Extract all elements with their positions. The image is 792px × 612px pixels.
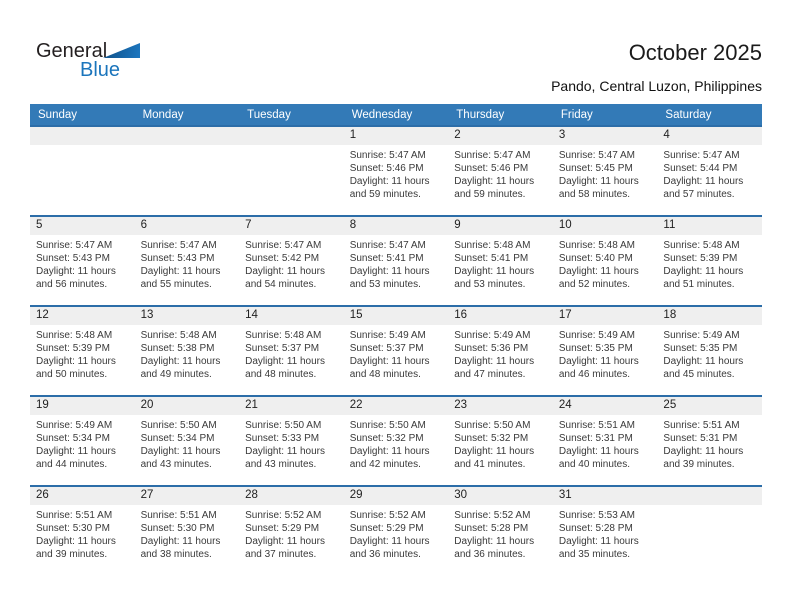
logo-triangle-icon [103, 43, 140, 58]
day-number: 4 [657, 127, 762, 145]
sunrise-text: Sunrise: 5:48 AM [36, 330, 113, 341]
day-number: 13 [135, 307, 240, 325]
day-info [553, 415, 658, 471]
day-number: 1 [344, 127, 449, 145]
sunrise-text: Sunrise: 5:48 AM [558, 240, 635, 251]
day-cell [135, 397, 240, 485]
sunrise-text: Sunrise: 5:49 AM [558, 330, 635, 341]
daylight-text-line1: Daylight: 11 hours [245, 356, 325, 367]
day-number: 29 [344, 487, 449, 505]
daylight-text-line2: and 50 minutes. [36, 369, 108, 380]
week-row [30, 125, 762, 215]
sunset-text: Sunset: 5:32 PM [454, 433, 529, 444]
day-number: 25 [657, 397, 762, 415]
daylight-text-line1: Daylight: 11 hours [245, 266, 325, 277]
day-cell [135, 307, 240, 395]
sunrise-text: Sunrise: 5:51 AM [140, 510, 217, 521]
day-number: 22 [344, 397, 449, 415]
daylight-text-line2: and 53 minutes. [454, 279, 526, 290]
day-cell [30, 307, 135, 395]
sunset-text: Sunset: 5:45 PM [558, 163, 633, 174]
daylight-text-line2: and 58 minutes. [558, 189, 631, 200]
sunset-text: Sunset: 5:28 PM [454, 523, 529, 534]
sunset-text: Sunset: 5:37 PM [245, 343, 320, 354]
sunrise-text: Sunrise: 5:47 AM [663, 150, 740, 161]
sunset-text: Sunset: 5:31 PM [558, 433, 633, 444]
day-number: 26 [30, 487, 135, 505]
page-title: October 2025 [628, 40, 762, 65]
daylight-text-line2: and 47 minutes. [454, 369, 526, 380]
daylight-text-line1: Daylight: 11 hours [663, 266, 744, 277]
daylight-text-line1: Daylight: 11 hours [454, 446, 535, 457]
daylight-text-line2: and 56 minutes. [36, 279, 108, 290]
daylight-text-line2: and 46 minutes. [558, 369, 631, 380]
day-info [30, 505, 135, 561]
empty-day-cell [30, 127, 135, 215]
day-info [344, 235, 449, 291]
day-cell [448, 487, 553, 575]
sunset-text: Sunset: 5:38 PM [140, 343, 215, 354]
day-info [553, 505, 658, 561]
daylight-text-line1: Daylight: 11 hours [558, 266, 639, 277]
day-cell [657, 307, 762, 395]
day-number: 3 [553, 127, 658, 145]
day-number: 2 [448, 127, 553, 145]
sunset-text: Sunset: 5:40 PM [558, 253, 633, 264]
day-number: 30 [448, 487, 553, 505]
sunrise-text: Sunrise: 5:50 AM [349, 420, 426, 431]
sunset-text: Sunset: 5:41 PM [454, 253, 529, 264]
sunrise-text: Sunrise: 5:47 AM [140, 240, 217, 251]
daylight-text-line1: Daylight: 11 hours [140, 446, 221, 457]
daylight-text-line1: Daylight: 11 hours [454, 176, 535, 187]
sunset-text: Sunset: 5:30 PM [140, 523, 215, 534]
daylight-text-line2: and 55 minutes. [140, 279, 212, 290]
sunset-text: Sunset: 5:34 PM [36, 433, 110, 444]
sunrise-text: Sunrise: 5:50 AM [140, 420, 217, 431]
daylight-text-line1: Daylight: 11 hours [349, 266, 430, 277]
daylight-text-line2: and 52 minutes. [558, 279, 631, 290]
sunset-text: Sunset: 5:42 PM [245, 253, 320, 264]
daylight-text-line2: and 42 minutes. [349, 459, 421, 470]
day-number: 27 [135, 487, 240, 505]
daylight-text-line2: and 36 minutes. [454, 549, 526, 560]
daylight-text-line2: and 59 minutes. [454, 189, 526, 200]
sunrise-text: Sunrise: 5:47 AM [349, 240, 426, 251]
weekday-label-sunday: Sunday [38, 108, 78, 121]
day-number: 15 [344, 307, 449, 325]
day-cell [30, 487, 135, 575]
day-number: 21 [239, 397, 344, 415]
sunrise-text: Sunrise: 5:48 AM [140, 330, 217, 341]
daylight-text-line2: and 36 minutes. [349, 549, 421, 560]
day-number: 31 [553, 487, 658, 505]
day-number: 8 [344, 217, 449, 235]
daylight-text-line1: Daylight: 11 hours [140, 536, 221, 547]
day-info [448, 145, 553, 201]
day-number: 12 [30, 307, 135, 325]
sunrise-text: Sunrise: 5:50 AM [454, 420, 531, 431]
sunrise-text: Sunrise: 5:49 AM [349, 330, 426, 341]
day-cell [344, 217, 449, 305]
weekday-label-tuesday: Tuesday [247, 108, 291, 121]
day-info [448, 415, 553, 471]
day-info [239, 415, 344, 471]
daylight-text-line1: Daylight: 11 hours [663, 356, 744, 367]
daylight-text-line2: and 45 minutes. [663, 369, 735, 380]
day-number: 5 [30, 217, 135, 235]
sunrise-text: Sunrise: 5:48 AM [454, 240, 531, 251]
sunrise-text: Sunrise: 5:52 AM [349, 510, 426, 521]
calendar-grid [30, 104, 762, 575]
day-cell [344, 397, 449, 485]
title-block [551, 41, 762, 94]
day-info [657, 325, 762, 381]
sunset-text: Sunset: 5:41 PM [349, 253, 424, 264]
day-cell [448, 397, 553, 485]
day-number [239, 127, 344, 145]
day-info [135, 415, 240, 471]
day-cell [553, 307, 658, 395]
sunrise-text: Sunrise: 5:48 AM [663, 240, 740, 251]
daylight-text-line1: Daylight: 11 hours [36, 356, 116, 367]
day-cell [344, 307, 449, 395]
daylight-text-line2: and 40 minutes. [558, 459, 631, 470]
general-blue-logo [36, 40, 156, 88]
empty-day-cell [135, 127, 240, 215]
daylight-text-line1: Daylight: 11 hours [663, 446, 744, 457]
daylight-text-line1: Daylight: 11 hours [663, 176, 744, 187]
daylight-text-line1: Daylight: 11 hours [558, 446, 639, 457]
daylight-text-line2: and 48 minutes. [245, 369, 317, 380]
day-number: 16 [448, 307, 553, 325]
day-info [344, 415, 449, 471]
daylight-text-line1: Daylight: 11 hours [349, 176, 430, 187]
week-row [30, 215, 762, 305]
sunrise-text: Sunrise: 5:47 AM [454, 150, 531, 161]
day-info [553, 325, 658, 381]
daylight-text-line2: and 41 minutes. [454, 459, 526, 470]
sunset-text: Sunset: 5:36 PM [454, 343, 529, 354]
logo-word-general: General [36, 40, 108, 62]
page-subtitle: Pando, Central Luzon, Philippines [551, 78, 762, 94]
sunrise-text: Sunrise: 5:49 AM [663, 330, 740, 341]
day-info [657, 235, 762, 291]
week-row [30, 305, 762, 395]
day-info [30, 415, 135, 471]
empty-day-cell [657, 487, 762, 575]
day-cell [30, 217, 135, 305]
day-cell [657, 397, 762, 485]
daylight-text-line1: Daylight: 11 hours [558, 356, 639, 367]
daylight-text-line2: and 37 minutes. [245, 549, 317, 560]
day-cell [239, 397, 344, 485]
sunset-text: Sunset: 5:35 PM [558, 343, 633, 354]
day-cell [135, 217, 240, 305]
day-cell [657, 217, 762, 305]
daylight-text-line2: and 57 minutes. [663, 189, 735, 200]
daylight-text-line1: Daylight: 11 hours [349, 446, 430, 457]
day-info [344, 325, 449, 381]
daylight-text-line2: and 38 minutes. [140, 549, 212, 560]
day-info [553, 235, 658, 291]
day-cell [553, 487, 658, 575]
day-cell [448, 127, 553, 215]
day-number: 17 [553, 307, 658, 325]
day-number: 18 [657, 307, 762, 325]
day-number [30, 127, 135, 145]
day-cell [135, 487, 240, 575]
sunrise-text: Sunrise: 5:47 AM [36, 240, 113, 251]
daylight-text-line2: and 49 minutes. [140, 369, 212, 380]
daylight-text-line1: Daylight: 11 hours [36, 266, 116, 277]
day-cell [239, 217, 344, 305]
day-cell [344, 487, 449, 575]
day-cell [448, 307, 553, 395]
daylight-text-line1: Daylight: 11 hours [36, 536, 116, 547]
sunset-text: Sunset: 5:30 PM [36, 523, 110, 534]
empty-day-cell [239, 127, 344, 215]
daylight-text-line1: Daylight: 11 hours [454, 536, 535, 547]
day-info [30, 235, 135, 291]
sunrise-text: Sunrise: 5:52 AM [245, 510, 322, 521]
sunset-text: Sunset: 5:34 PM [140, 433, 215, 444]
weekday-label-wednesday: Wednesday [351, 108, 413, 121]
day-cell [553, 397, 658, 485]
daylight-text-line2: and 48 minutes. [349, 369, 421, 380]
day-cell [344, 127, 449, 215]
daylight-text-line2: and 44 minutes. [36, 459, 108, 470]
daylight-text-line1: Daylight: 11 hours [558, 176, 639, 187]
day-number: 20 [135, 397, 240, 415]
daylight-text-line1: Daylight: 11 hours [140, 356, 221, 367]
day-number: 11 [657, 217, 762, 235]
day-info [448, 505, 553, 561]
sunrise-text: Sunrise: 5:47 AM [558, 150, 635, 161]
sunset-text: Sunset: 5:39 PM [36, 343, 110, 354]
day-number: 6 [135, 217, 240, 235]
sunset-text: Sunset: 5:29 PM [349, 523, 424, 534]
daylight-text-line2: and 53 minutes. [349, 279, 421, 290]
daylight-text-line2: and 54 minutes. [245, 279, 317, 290]
day-info [657, 145, 762, 201]
day-cell [657, 127, 762, 215]
daylight-text-line1: Daylight: 11 hours [245, 446, 325, 457]
sunset-text: Sunset: 5:33 PM [245, 433, 320, 444]
day-number [657, 487, 762, 505]
sunset-text: Sunset: 5:37 PM [349, 343, 424, 354]
day-info [135, 325, 240, 381]
daylight-text-line1: Daylight: 11 hours [349, 536, 430, 547]
sunrise-text: Sunrise: 5:51 AM [36, 510, 113, 521]
day-number: 9 [448, 217, 553, 235]
sunset-text: Sunset: 5:46 PM [349, 163, 424, 174]
day-number: 7 [239, 217, 344, 235]
daylight-text-line1: Daylight: 11 hours [558, 536, 639, 547]
sunrise-text: Sunrise: 5:51 AM [558, 420, 635, 431]
day-info [30, 325, 135, 381]
day-number: 23 [448, 397, 553, 415]
sunset-text: Sunset: 5:35 PM [663, 343, 738, 354]
daylight-text-line2: and 43 minutes. [245, 459, 317, 470]
day-cell [553, 217, 658, 305]
day-cell [30, 397, 135, 485]
daylight-text-line2: and 59 minutes. [349, 189, 421, 200]
daylight-text-line1: Daylight: 11 hours [349, 356, 430, 367]
daylight-text-line2: and 39 minutes. [36, 549, 108, 560]
day-info [239, 505, 344, 561]
week-row [30, 395, 762, 485]
daylight-text-line1: Daylight: 11 hours [140, 266, 221, 277]
day-info [657, 415, 762, 471]
weekday-label-monday: Monday [142, 108, 184, 121]
daylight-text-line1: Daylight: 11 hours [454, 266, 535, 277]
day-info [344, 145, 449, 201]
sunset-text: Sunset: 5:43 PM [36, 253, 110, 264]
day-number: 28 [239, 487, 344, 505]
sunrise-text: Sunrise: 5:50 AM [245, 420, 322, 431]
sunrise-text: Sunrise: 5:48 AM [245, 330, 322, 341]
day-number: 10 [553, 217, 658, 235]
sunrise-text: Sunrise: 5:47 AM [245, 240, 322, 251]
weekday-label-saturday: Saturday [665, 108, 712, 121]
daylight-text-line2: and 39 minutes. [663, 459, 735, 470]
day-cell [553, 127, 658, 215]
sunset-text: Sunset: 5:28 PM [558, 523, 633, 534]
day-number: 19 [30, 397, 135, 415]
sunrise-text: Sunrise: 5:47 AM [349, 150, 426, 161]
day-info [239, 235, 344, 291]
sunset-text: Sunset: 5:44 PM [663, 163, 738, 174]
daylight-text-line2: and 43 minutes. [140, 459, 212, 470]
day-number: 24 [553, 397, 658, 415]
day-cell [448, 217, 553, 305]
day-number [135, 127, 240, 145]
logo-word-blue: Blue [80, 59, 121, 81]
day-info [344, 505, 449, 561]
sunset-text: Sunset: 5:46 PM [454, 163, 529, 174]
sunset-text: Sunset: 5:39 PM [663, 253, 738, 264]
daylight-text-line1: Daylight: 11 hours [36, 446, 116, 457]
day-info [448, 325, 553, 381]
day-info [135, 505, 240, 561]
weekday-label-thursday: Thursday [456, 108, 505, 121]
weekday-header-row [30, 104, 762, 125]
sunrise-text: Sunrise: 5:49 AM [36, 420, 113, 431]
sunrise-text: Sunrise: 5:52 AM [454, 510, 531, 521]
day-info [239, 325, 344, 381]
sunset-text: Sunset: 5:31 PM [663, 433, 738, 444]
sunrise-text: Sunrise: 5:53 AM [558, 510, 635, 521]
sunset-text: Sunset: 5:43 PM [140, 253, 215, 264]
sunrise-text: Sunrise: 5:51 AM [663, 420, 740, 431]
day-info [135, 235, 240, 291]
day-info [553, 145, 658, 201]
daylight-text-line2: and 35 minutes. [558, 549, 631, 560]
week-row [30, 485, 762, 575]
daylight-text-line1: Daylight: 11 hours [454, 356, 535, 367]
day-info [448, 235, 553, 291]
day-cell [239, 307, 344, 395]
sunset-text: Sunset: 5:29 PM [245, 523, 320, 534]
weekday-label-friday: Friday [560, 108, 593, 121]
daylight-text-line1: Daylight: 11 hours [245, 536, 325, 547]
sunset-text: Sunset: 5:32 PM [349, 433, 424, 444]
daylight-text-line2: and 51 minutes. [663, 279, 735, 290]
sunrise-text: Sunrise: 5:49 AM [454, 330, 531, 341]
day-cell [239, 487, 344, 575]
day-number: 14 [239, 307, 344, 325]
